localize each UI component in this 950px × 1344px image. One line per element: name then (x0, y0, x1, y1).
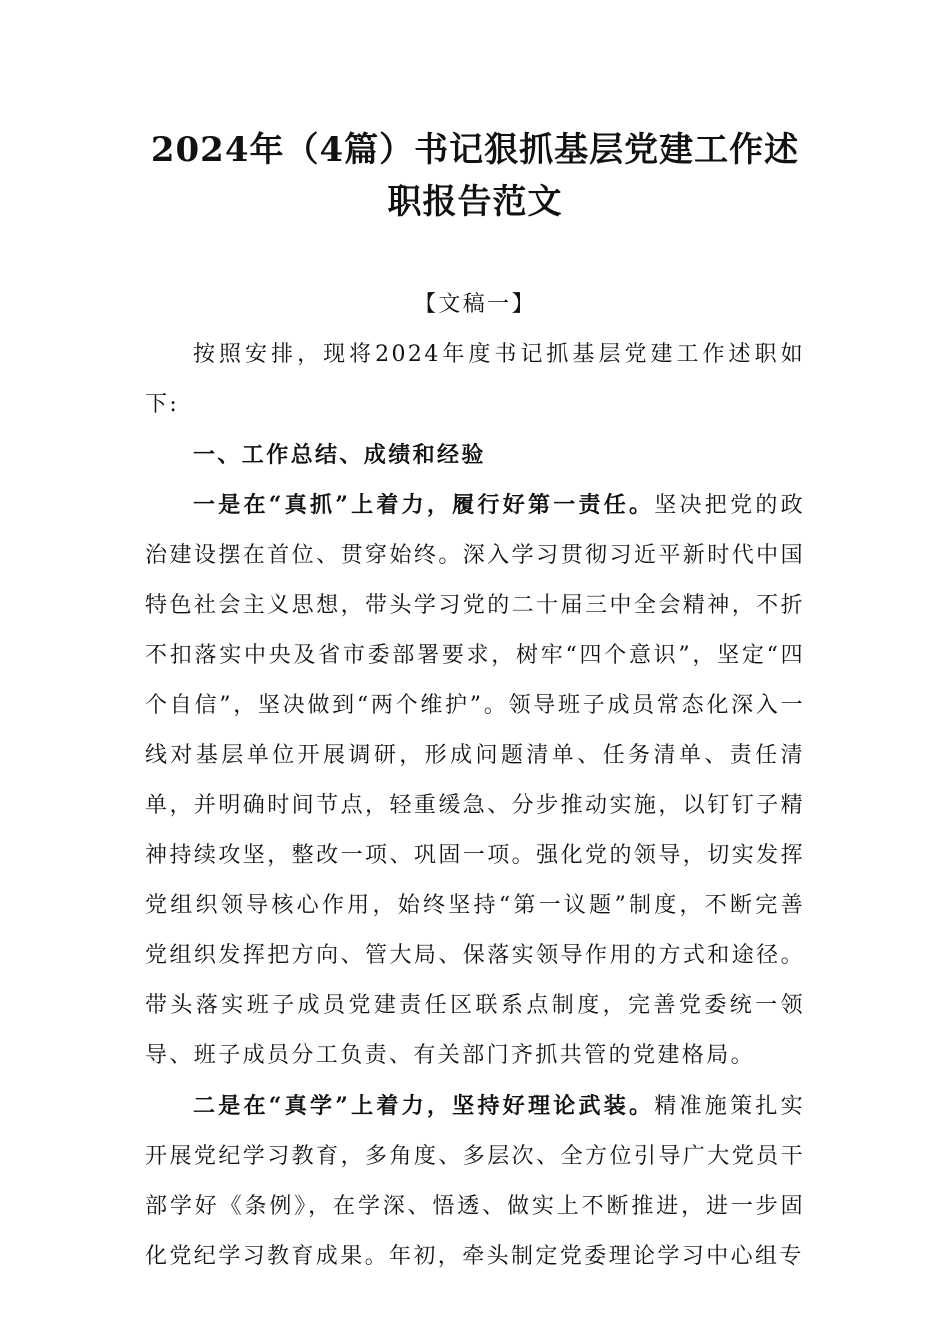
title-line-1: 2024年（4篇）书记狠抓基层党建工作述 (150, 130, 800, 170)
paragraph-2-lead: 二是在“真学”上着力，坚持好理论武装。 (193, 1093, 655, 1119)
paragraph-1-lead: 一是在“真抓”上着力，履行好第一责任。 (193, 492, 655, 518)
document-body (145, 280, 805, 1282)
paragraph-2-text: 精准施策扎实开展党纪学习教育，多角度、多层次、全方位引导广大党员干部学好《条例》，在学深、悟透、做实上不断推进，进一步固化党纪学习教育成果。年初，牵头制定党委理论学习中心组专 (145, 1094, 805, 1269)
intro-paragraph: 按照安排，现将2024年度书记抓基层党建工作述职如下: (145, 342, 805, 417)
title-line-2: 职报告范文 (387, 182, 563, 222)
paragraph-2 (145, 1081, 805, 1282)
section-label: 【文稿一】 (413, 292, 536, 317)
paragraph-1 (145, 480, 805, 1081)
section-heading: 一、工作总结、成绩和经验 (193, 442, 486, 468)
document-title (100, 124, 850, 228)
paragraph-1-text: 坚决把党的政治建设摆在首位、贯穿始终。深入学习贯彻习近平新时代中国特色社会主义思想，带头学习党的二十届三中全会精神，不折不扣落实中央及省市委部署要求，树牢“四个意识”，坚定“四个自信”，坚决做到“两个维护”。领导班子成员常态化深入一线对基层单位开展调研，形成问题清单、任务清单、责任清单，并明确时间节点，轻重缓急、分步推动实施，以钉钉子精神持续攻坚，整改一项、巩固一项。强化党的领导，切实发挥党组织领导核心作用，始终坚持“第一议题”制度，不断完善党组织发挥把方向、管大局、保落实领导作用的方式和途径。带头落实班子成员党建责任区联系点制度，完善党委统一领导、班子成员分工负责、有关部门齐抓共管的党建格局。 (145, 493, 805, 1068)
